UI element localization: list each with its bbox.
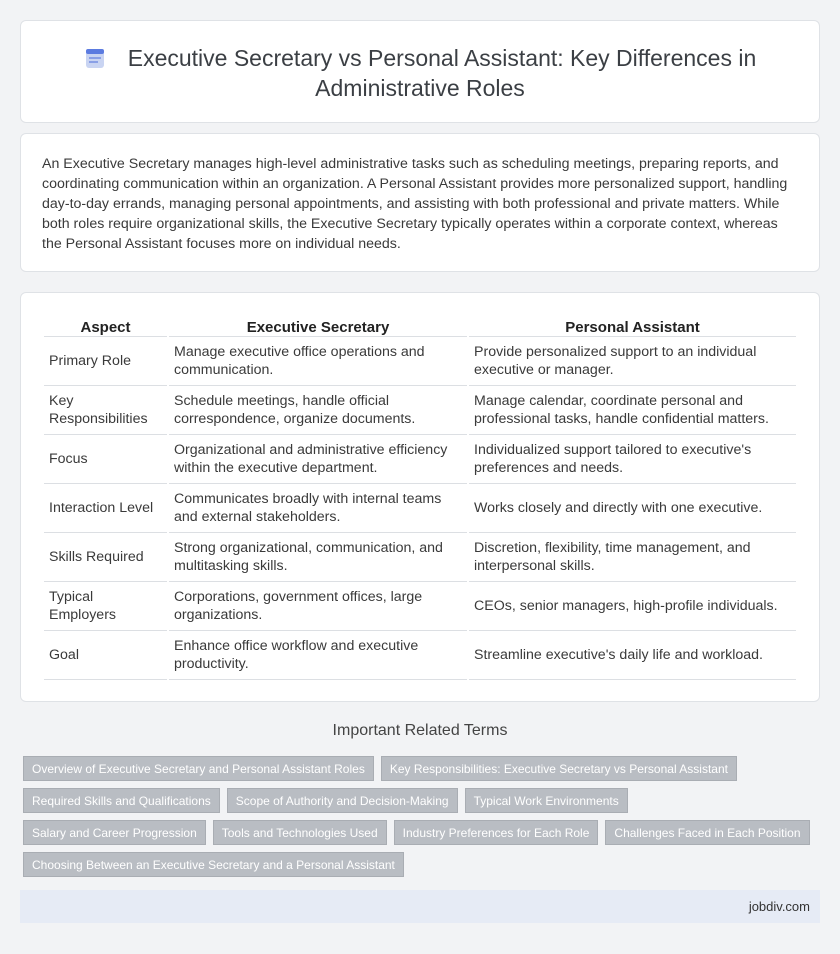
column-header-aspect: Aspect bbox=[44, 315, 167, 337]
aspect-cell: Goal bbox=[44, 631, 167, 680]
executive-secretary-cell: Schedule meetings, handle official correspondence, organize documents. bbox=[169, 386, 467, 435]
table-row bbox=[44, 631, 796, 680]
aspect-cell: Primary Role bbox=[44, 337, 167, 386]
personal-assistant-cell: Individualized support tailored to executive's preferences and needs. bbox=[469, 435, 796, 484]
header-card bbox=[20, 20, 820, 123]
related-term-tag[interactable]: Key Responsibilities: Executive Secretary vs Personal Assistant bbox=[381, 756, 737, 781]
aspect-cell: Interaction Level bbox=[44, 484, 167, 533]
personal-assistant-cell: Streamline executive's daily life and workload. bbox=[469, 631, 796, 680]
title-text: Executive Secretary vs Personal Assistant: Key Differences in Administrative Roles bbox=[127, 45, 757, 101]
related-terms-list bbox=[23, 756, 813, 877]
footer bbox=[20, 890, 820, 923]
related-term-tag[interactable]: Choosing Between an Executive Secretary and a Personal Assistant bbox=[23, 852, 404, 877]
comparison-table-card bbox=[20, 292, 820, 702]
intro-paragraph: An Executive Secretary manages high-level administrative tasks such as scheduling meetings, preparing reports, and coordinating communication within an organization. A Personal Assistant provides more personalized support, handling day-to-day errands, managing personal appointments, and assisting with both professional and private matters. While both roles require organizational skills, the Executive Secretary typically operates within a corporate context, whereas the Personal Assistant focuses more on individual needs. bbox=[42, 156, 788, 252]
related-term-tag[interactable]: Challenges Faced in Each Position bbox=[605, 820, 809, 845]
related-term-tag[interactable]: Overview of Executive Secretary and Personal Assistant Roles bbox=[23, 756, 374, 781]
personal-assistant-cell: Provide personalized support to an individual executive or manager. bbox=[469, 337, 796, 386]
aspect-cell: Focus bbox=[44, 435, 167, 484]
personal-assistant-cell: CEOs, senior managers, high-profile individuals. bbox=[469, 582, 796, 631]
related-term-tag[interactable]: Typical Work Environments bbox=[465, 788, 628, 813]
footer-site-link[interactable]: jobdiv.com bbox=[748, 899, 810, 914]
table-header-row bbox=[44, 315, 796, 337]
table-row bbox=[44, 533, 796, 582]
document-icon bbox=[84, 46, 106, 68]
related-terms-heading: Important Related Terms bbox=[332, 722, 508, 739]
table-row bbox=[44, 484, 796, 533]
comparison-table bbox=[42, 315, 798, 680]
related-term-tag[interactable]: Tools and Technologies Used bbox=[213, 820, 387, 845]
related-term-tag[interactable]: Industry Preferences for Each Role bbox=[394, 820, 599, 845]
executive-secretary-cell: Organizational and administrative efficiency within the executive department. bbox=[169, 435, 467, 484]
column-header-executive-secretary: Executive Secretary bbox=[169, 315, 467, 337]
aspect-cell: Key Responsibilities bbox=[44, 386, 167, 435]
personal-assistant-cell: Manage calendar, coordinate personal and professional tasks, handle confidential matters. bbox=[469, 386, 796, 435]
personal-assistant-cell: Works closely and directly with one executive. bbox=[469, 484, 796, 533]
related-term-tag[interactable]: Required Skills and Qualifications bbox=[23, 788, 220, 813]
page-title bbox=[61, 43, 779, 103]
table-row bbox=[44, 582, 796, 631]
table-row bbox=[44, 337, 796, 386]
related-term-tag[interactable]: Salary and Career Progression bbox=[23, 820, 206, 845]
executive-secretary-cell: Enhance office workflow and executive productivity. bbox=[169, 631, 467, 680]
executive-secretary-cell: Corporations, government offices, large organizations. bbox=[169, 582, 467, 631]
executive-secretary-cell: Strong organizational, communication, and multitasking skills. bbox=[169, 533, 467, 582]
related-term-tag[interactable]: Scope of Authority and Decision-Making bbox=[227, 788, 458, 813]
personal-assistant-cell: Discretion, flexibility, time management, and interpersonal skills. bbox=[469, 533, 796, 582]
table-row bbox=[44, 386, 796, 435]
aspect-cell: Typical Employers bbox=[44, 582, 167, 631]
table-row bbox=[44, 435, 796, 484]
column-header-personal-assistant: Personal Assistant bbox=[469, 315, 796, 337]
aspect-cell: Skills Required bbox=[44, 533, 167, 582]
executive-secretary-cell: Manage executive office operations and communication. bbox=[169, 337, 467, 386]
intro-card bbox=[20, 133, 820, 272]
executive-secretary-cell: Communicates broadly with internal teams and external stakeholders. bbox=[169, 484, 467, 533]
